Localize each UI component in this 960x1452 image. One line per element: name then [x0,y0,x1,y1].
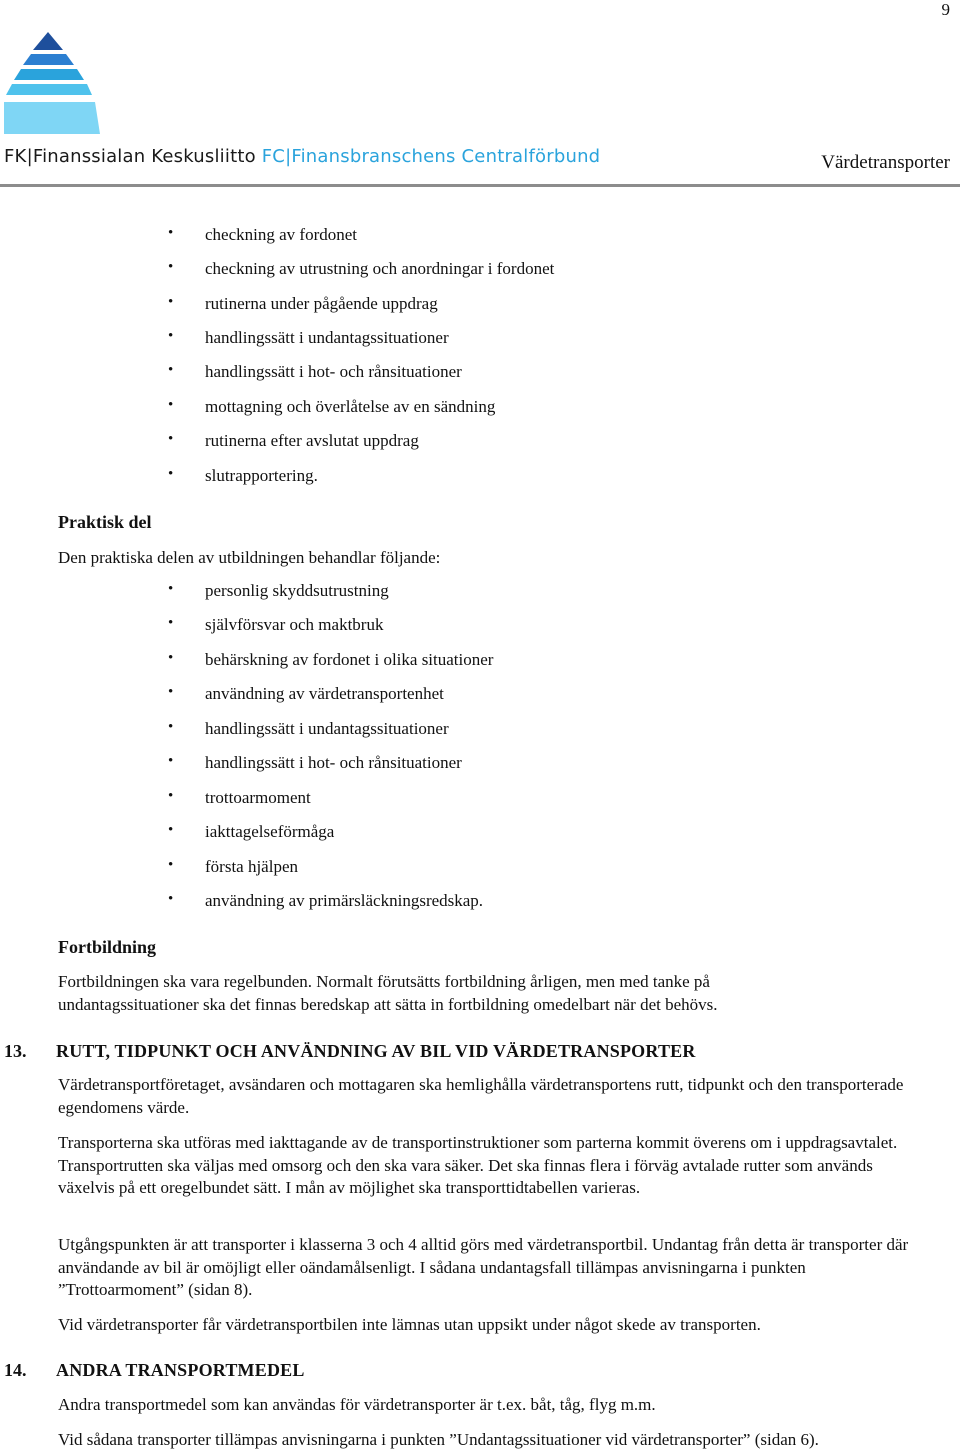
org-fc-abbrev: FC [261,146,286,167]
header-title: Värdetransporter [821,152,950,173]
section-13-paragraph-3: Utgångspunkten är att transporter i klasserna 3 och 4 alltid görs med värdetransportbil. Undantag från detta är transporter där användande av bil är omöjligt eller oändamålsenligt. I sådana undantagsfall tillämpas anvisningarna i punkten ”Trottoarmoment” (sidan 8). [58,1235,909,1300]
section-13-title: RUTT, TIDPUNKT OCH ANVÄNDNING AV BIL VID VÄRDETRANSPORTER [56,1041,696,1061]
organization-name: FK|Finanssialan Keskusliitto FC|Finansbranschens Centralförbund [4,146,601,167]
org-fk-abbrev: FK [4,146,27,167]
header-divider [0,184,960,187]
praktisk-heading: Praktisk del [58,512,152,532]
page-number: 9 [941,0,950,19]
section-13-number: 13. [4,1041,27,1061]
section-13-paragraph-2: Transporterna ska utföras med iakttagande av de transportinstruktioner som parterna kommit överens om i uppdragsavtalet. Transportrutten ska väljas med omsorg och den ska vara säker. Det ska finnas flera i förväg avtalade rutter som används växelvis på ett oregelbundet sätt. I mån av möjlighet ska transporttidtabellen varieras. [58,1133,898,1198]
org-fc-name: Finansbranschens Centralförbund [291,146,601,167]
praktisk-intro: Den praktiska delen av utbildningen behandlar följande: [58,548,441,567]
fortbildning-heading: Fortbildning [58,937,157,957]
section-14-paragraph-2: Vid sådana transporter tillämpas anvisningarna i punkten ”Undantagssituationer vid värdetransporter” (sidan 6). [58,1430,819,1449]
fortbildning-text: Fortbildningen ska vara regelbunden. Normalt förutsätts fortbildning årligen, men med tanke på undantagssituationer ska det finnas beredskap att sätta in fortbildning omedelbart när det behövs. [58,972,718,1014]
org-fk-name: Finanssialan Keskusliitto [32,146,256,167]
section-13-paragraph-4: Vid värdetransporter får värdetransportbilen inte lämnas utan uppsikt under något skede av transporten. [58,1315,761,1334]
fk-logo-icon [4,32,100,134]
section-13-paragraph-1: Värdetransportföretaget, avsändaren och mottagaren ska hemlighålla värdetransportens rutt, tidpunkt och den transporterade egendomens värde. [58,1075,904,1117]
section-14-paragraph-1: Andra transportmedel som kan användas för värdetransporter är t.ex. båt, tåg, flyg m.m. [58,1395,656,1414]
section-14-title: ANDRA TRANSPORTMEDEL [56,1360,305,1380]
section-14-number: 14. [4,1360,27,1380]
